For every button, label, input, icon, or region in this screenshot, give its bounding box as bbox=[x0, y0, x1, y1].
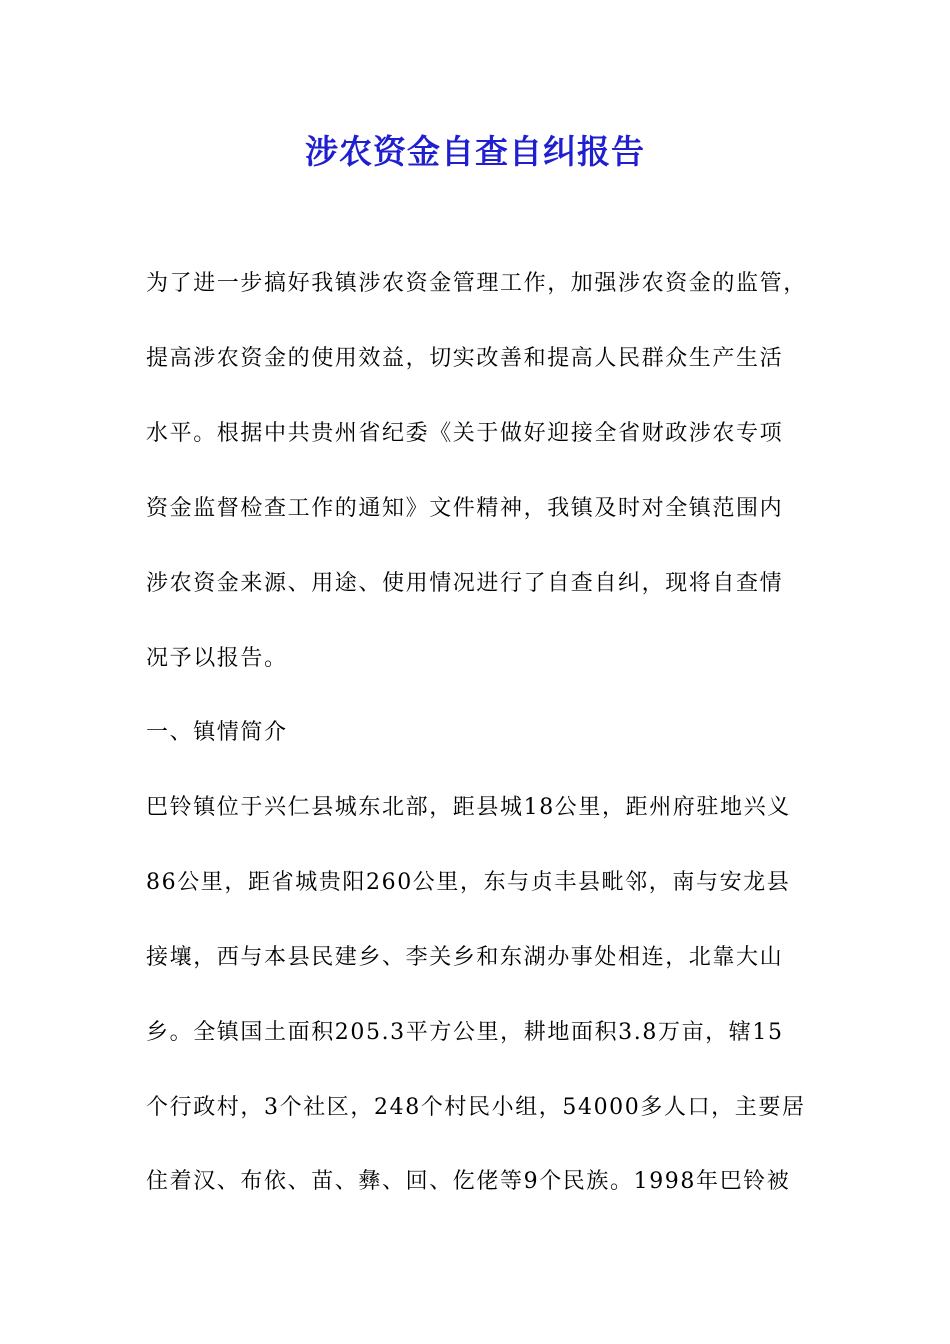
paragraph-line: 水平。根据中共贵州省纪委《关于做好迎接全省财政涉农专项 bbox=[146, 421, 784, 446]
paragraph-line: 住着汉、布依、苗、彝、回、仡佬等9个民族。1998年巴铃被 bbox=[146, 1169, 791, 1194]
paragraph-line: 涉农资金来源、用途、使用情况进行了自查自纠，现将自查情 bbox=[146, 571, 784, 596]
paragraph-line: 况予以报告。 bbox=[146, 646, 288, 671]
paragraph-line: 接壤，西与本县民建乡、李关乡和东湖办事处相连，北靠大山 bbox=[146, 945, 784, 970]
paragraph-line: 个行政村，3个社区，248个村民小组，54000多人口，主要居 bbox=[146, 1095, 806, 1120]
paragraph-line: 86公里，距省城贵阳260公里，东与贞丰县毗邻，南与安龙县 bbox=[146, 870, 791, 895]
section-heading: 一、镇情简介 bbox=[146, 720, 288, 745]
paragraph-line: 乡。全镇国土面积205.3平方公里，耕地面积3.8万亩，辖15 bbox=[146, 1020, 784, 1045]
paragraph-line: 资金监督检查工作的通知》文件精神，我镇及时对全镇范围内 bbox=[146, 496, 784, 521]
paragraph-line: 提高涉农资金的使用效益，切实改善和提高人民群众生产生活 bbox=[146, 346, 784, 371]
paragraph-line: 为了进一步搞好我镇涉农资金管理工作，加强涉农资金的监管， bbox=[146, 271, 807, 296]
document-title: 涉农资金自查自纠报告 bbox=[305, 132, 645, 171]
paragraph-line: 巴铃镇位于兴仁县城东北部，距县城18公里，距州府驻地兴义 bbox=[146, 795, 791, 820]
